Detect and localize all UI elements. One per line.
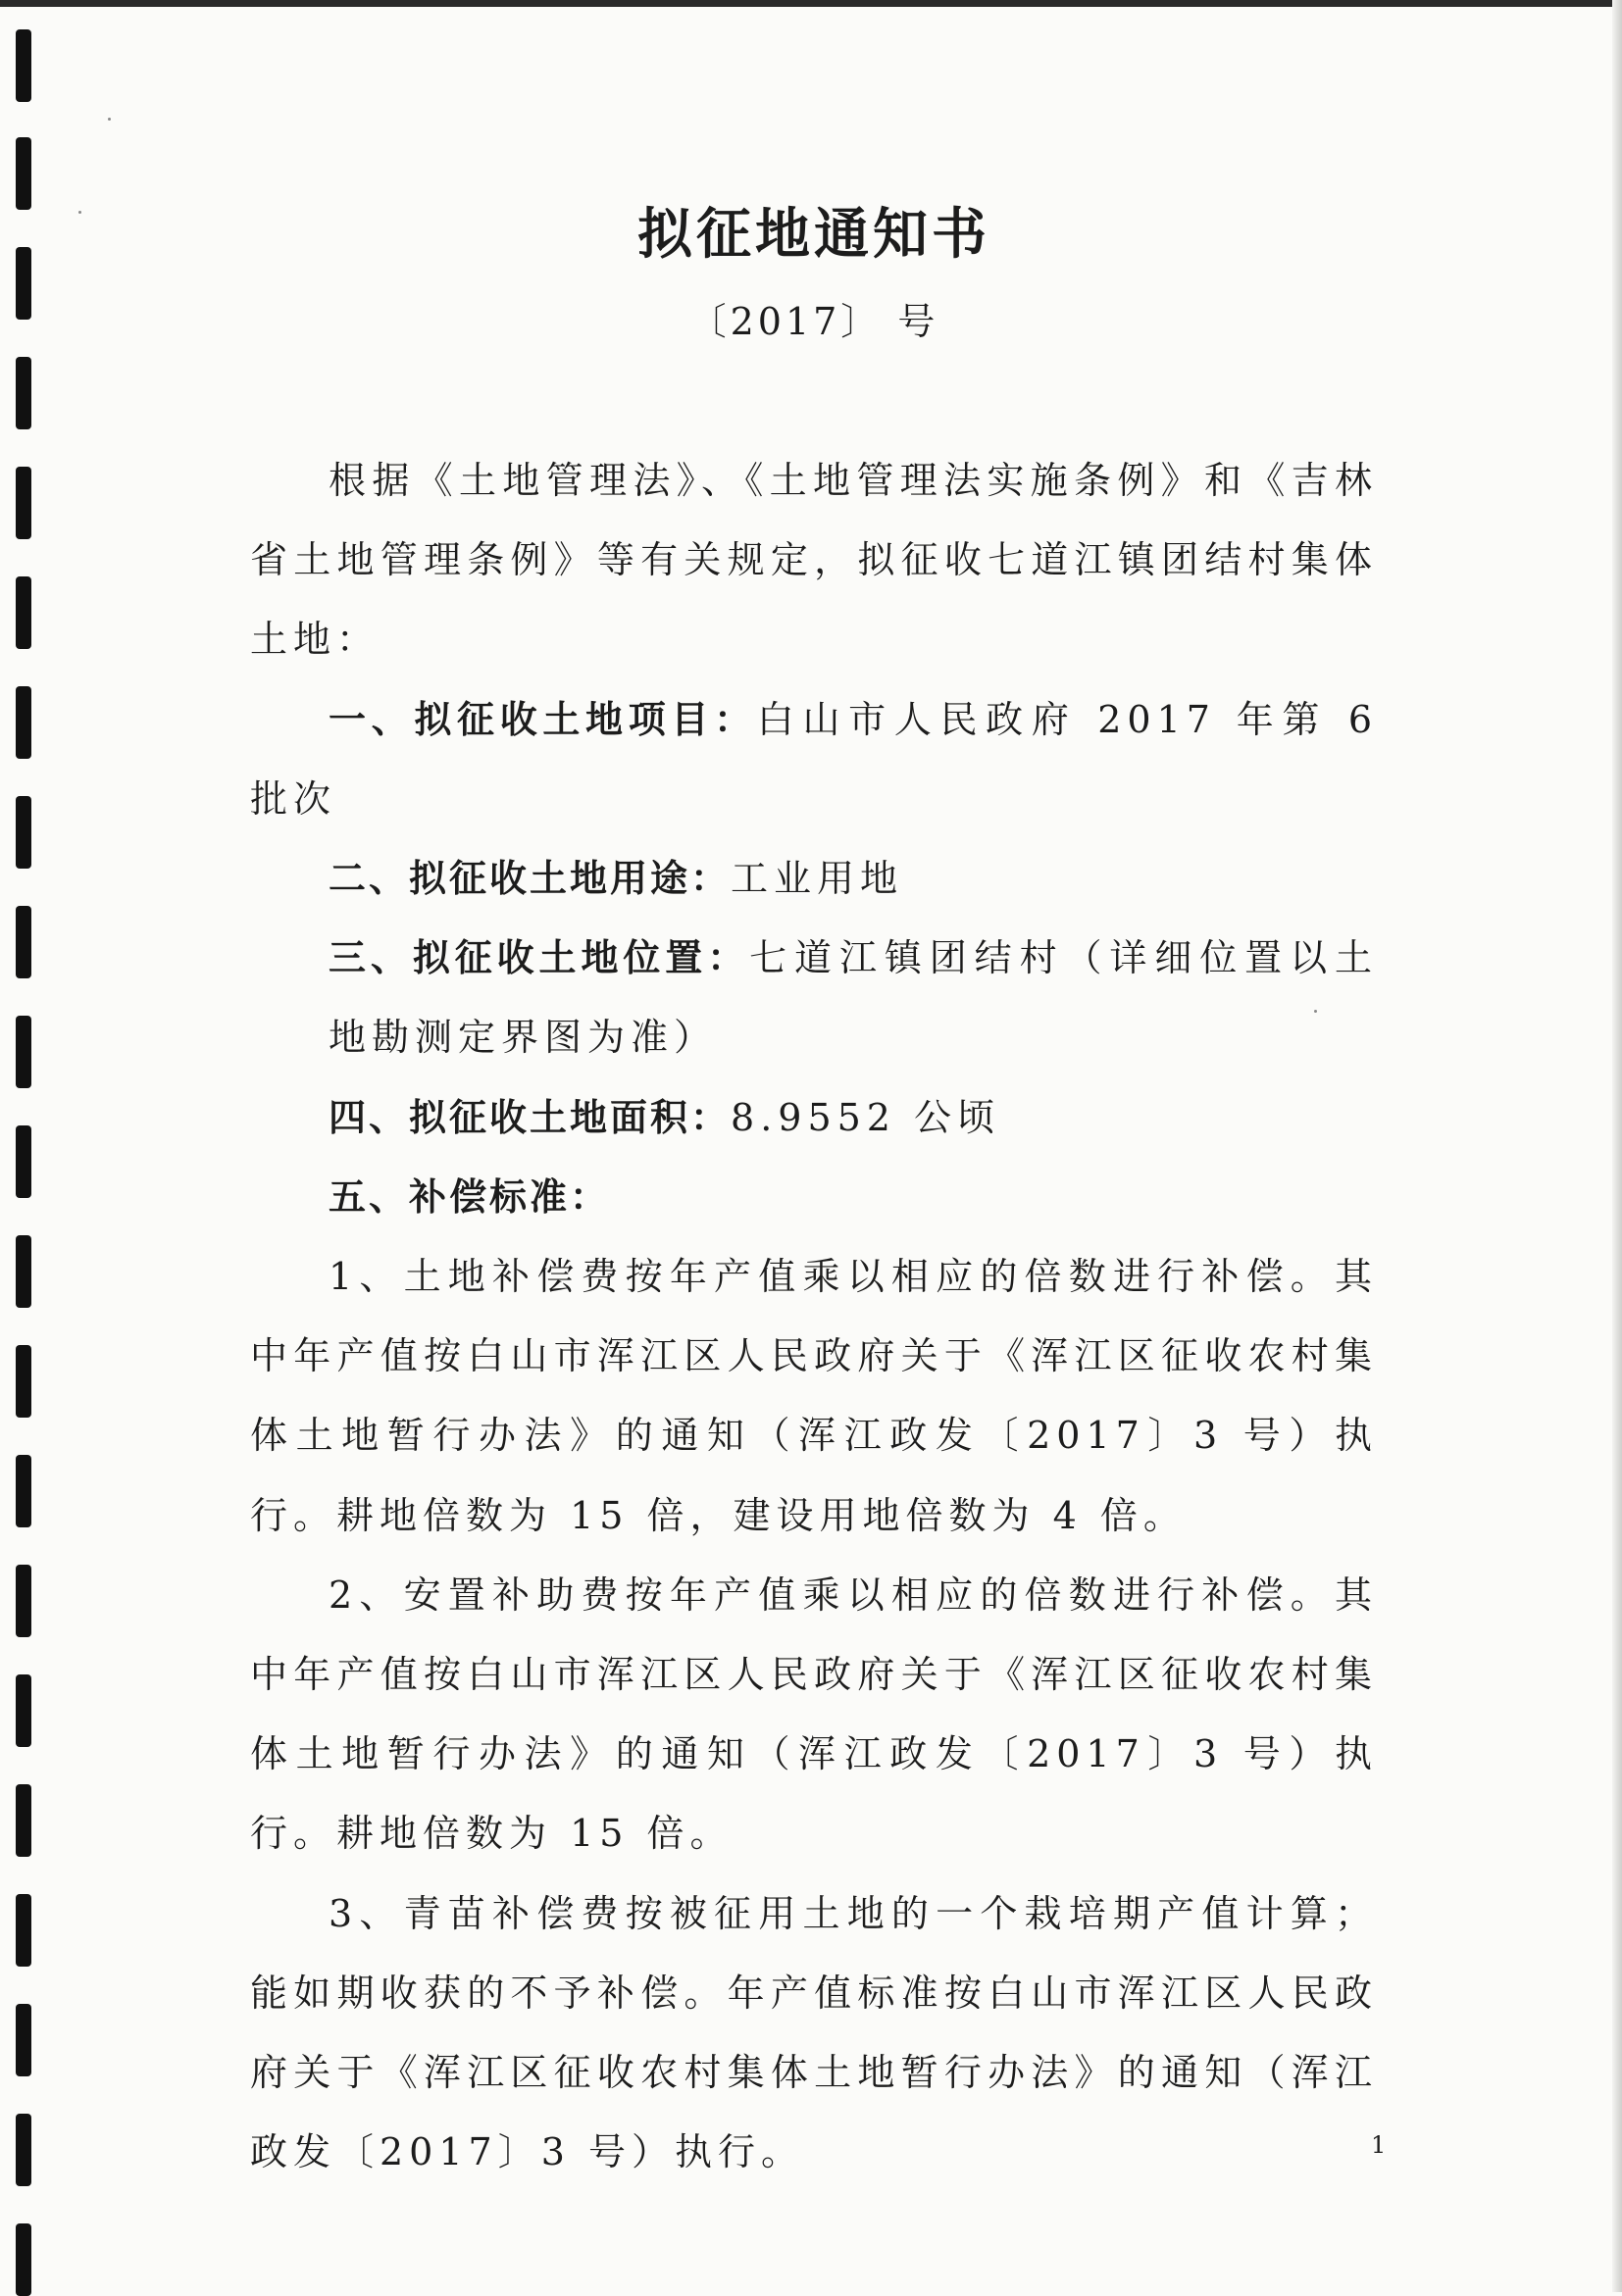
binding-hole	[16, 906, 31, 978]
binding-hole	[16, 1125, 31, 1198]
item-usage	[250, 839, 1378, 919]
page-number: 1	[1371, 2131, 1387, 2159]
item-project	[250, 680, 1378, 839]
item-lead: 四、拟征收土地面积：	[329, 1095, 732, 1139]
paragraph-land-compensation: 1、土地补偿费按年产值乘以相应的倍数进行补偿。其中年产值按白山市浑江区人民政府关于《浑江区征收农村集体土地暂行办法》的通知（浑江政发〔2017〕3 号）执行。耕地倍数为 15 倍，建设用地倍数为 4 倍。	[250, 1255, 1378, 1537]
binding-hole	[16, 2223, 31, 2296]
item-lead: 二、拟征收土地用途：	[329, 857, 732, 901]
item-text: 工业用地	[731, 857, 904, 901]
binding-hole	[16, 1894, 31, 1967]
scan-speck	[108, 118, 111, 121]
binding-hole	[16, 247, 31, 320]
item-lead: 五、补偿标准：	[329, 1174, 611, 1219]
item-lead: 三、拟征收土地位置：	[329, 936, 750, 980]
binding-hole	[16, 576, 31, 649]
item-compensation	[250, 1158, 1378, 1237]
scan-speck	[78, 211, 81, 214]
paragraph-crop-compensation: 3、青苗补偿费按被征用土地的一个栽培期产值计算；能如期收获的不予补偿。年产值标准按白山市浑江区人民政府关于《浑江区征收农村集体土地暂行办法》的通知（浑江政发〔2017〕3 号）执行。	[250, 1891, 1378, 2174]
binding-hole	[16, 1455, 31, 1527]
scan-top-edge	[0, 0, 1622, 7]
document-body	[250, 441, 1378, 2192]
item-text: 8.9552 公顷	[731, 1095, 1001, 1139]
binding-holes	[12, 29, 41, 2284]
item-lead: 一、拟征收土地项目：	[329, 697, 757, 741]
binding-hole	[16, 467, 31, 539]
binding-hole	[16, 1784, 31, 1857]
item-area	[250, 1078, 1378, 1158]
binding-hole	[16, 2004, 31, 2076]
binding-hole	[16, 686, 31, 759]
intro-paragraph: 根据《土地管理法》、《土地管理法实施条例》和《吉林省土地管理条例》等有关规定，拟征收七道江镇团结村集体土地：	[250, 459, 1378, 662]
binding-hole	[16, 1565, 31, 1637]
document-number: 〔2017〕 号	[688, 300, 939, 343]
binding-hole	[16, 2114, 31, 2186]
item-location	[250, 919, 1378, 1077]
item-text: 白山市人民政府 2017 年第 6 批次	[250, 697, 1378, 821]
paragraph-resettlement-subsidy: 2、安置补助费按年产值乘以相应的倍数进行补偿。其中年产值按白山市浑江区人民政府关于《浑江区征收农村集体土地暂行办法》的通知（浑江政发〔2017〕3 号）执行。耕地倍数为 15 倍。	[250, 1572, 1378, 1856]
binding-hole	[16, 357, 31, 429]
binding-hole	[16, 1674, 31, 1747]
document-title: 拟征地通知书	[637, 203, 990, 267]
scan-right-edge	[1612, 0, 1622, 2292]
binding-hole	[16, 137, 31, 210]
binding-hole	[16, 29, 31, 102]
binding-hole	[16, 796, 31, 869]
binding-hole	[16, 1235, 31, 1308]
binding-hole	[16, 1016, 31, 1088]
binding-hole	[16, 1345, 31, 1418]
item-text: 七道江镇团结村（详细位置以土地勘测定界图为准）	[329, 936, 1378, 1060]
